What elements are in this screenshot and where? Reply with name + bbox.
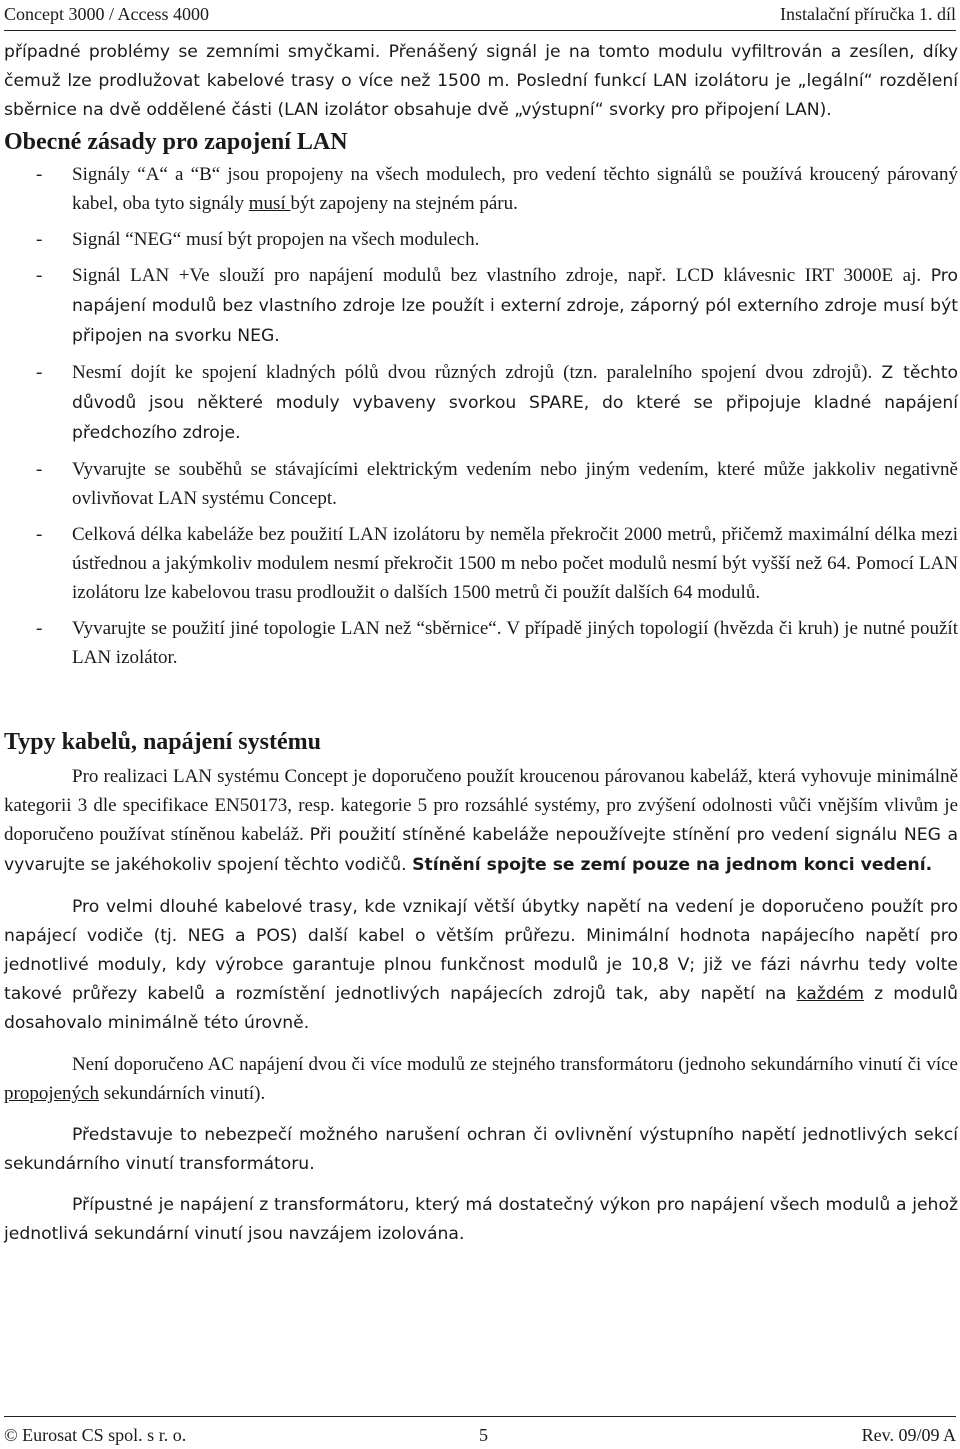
- list-item: [4, 160, 958, 218]
- list-item-text: Z těchto důvodů jsou některé moduly vybaveny svorkou SPARE, do které se připojuje kladné napájení předchozího zdroje.: [72, 363, 959, 443]
- list-item-text: Vyvarujte se souběhů se stávajícími elektrickým vedením nebo jiným vedením, které může jakkoliv negativně ovlivňovat LAN systému Concept.: [72, 459, 958, 509]
- list-item-text: Vyvarujte se použití jiné topologie LAN než “sběrnice“.: [72, 618, 507, 639]
- body-paragraph: [4, 1050, 958, 1108]
- paragraph-text: Pro realizaci LAN systému Concept je doporučeno použít kroucenou párovanou kabeláž, která vyhovuje minimálně kategorii 3 dle specifikace EN50173, resp. kategorie 5 pro rozsáhlé systémy, pro zvýšení odolnosti vůči vnějším vlivům je doporučeno používat stíněnou kabeláž.: [4, 766, 958, 845]
- underlined-word: propojených: [4, 1083, 99, 1104]
- emphasis-text: Stínění spojte se zemí pouze na jednom konci vedení.: [412, 855, 933, 875]
- list-item-text: Nesmí dojít ke spojení kladných pólů dvou různých zdrojů (tzn. paralelního spojení dvou zdrojů).: [72, 362, 882, 383]
- paragraph-text: sekundárních vinutí).: [98, 1083, 266, 1104]
- list-item: [4, 358, 958, 448]
- page-header: [4, 2, 956, 31]
- list-item-text: Signál “NEG“ musí být propojen na všech modulech.: [72, 229, 480, 250]
- body-paragraph: Představuje to nebezpečí možného narušení ochran či ovlivnění výstupního napětí jednotlivých sekcí sekundárního vinutí transformátoru.: [4, 1125, 958, 1174]
- list-bullet: -: [36, 229, 43, 250]
- underlined-word: musí: [248, 193, 291, 214]
- list-item-text: Signály “A“ a “B“ jsou propojeny na všech modulech, pro vedení těchto signálů se používá kroucený párovaný kabel, oba tyto signály: [72, 164, 958, 214]
- header-document-name: Instalační příručka 1. díl: [780, 4, 956, 24]
- intro-paragraph: případné problémy se zemními smyčkami. Přenášený signál je na tomto modulu vyfiltrován a zesílen, díky čemuž lze prodlužovat kabelové trasy o více než 1500 m. Poslední funkcí LAN izolátoru je „legální“ rozdělení sběrnice na dvě oddělené části (LAN izolátor obsahuje dvě „výstupní“ svorky pro připojení LAN).: [4, 42, 958, 120]
- header-title: Concept 3000 / Access 4000: [4, 4, 209, 24]
- body-paragraph: [4, 762, 958, 880]
- page-content: [4, 38, 958, 1261]
- list-item-text: být zapojeny na stejném páru.: [290, 193, 518, 214]
- paragraph-text: Při použití stíněné kabeláže nepoužívejte stínění pro vedení signálu NEG a vyvarujte se jakéhokoliv spojení těchto vodičů.: [4, 825, 958, 875]
- list-bullet: -: [36, 265, 43, 286]
- list-bullet: -: [36, 164, 43, 185]
- body-paragraph: [4, 893, 958, 1038]
- page-number: 5: [479, 1425, 488, 1445]
- list-item: [4, 225, 958, 254]
- list-item: [4, 261, 958, 351]
- list-item-text: V případě jiných topologií (hvězda či kruh) je nutné použít LAN izolátor.: [72, 618, 958, 668]
- underlined-word: každém: [796, 984, 864, 1004]
- paragraph-text: Není doporučeno AC napájení dvou či více modulů ze stejného transformátoru (jednoho sekundárního vinutí či více: [72, 1054, 958, 1075]
- list-bullet: -: [36, 524, 43, 545]
- guidelines-list: [4, 160, 958, 672]
- section-heading-typy: Typy kabelů, napájení systému: [4, 729, 321, 755]
- list-item-text: Signál LAN +Ve slouží pro napájení modulů bez vlastního zdroje, např. LCD klávesnic IRT 3000E aj.: [72, 265, 931, 286]
- footer-revision: Rev. 09/09 A: [861, 1425, 956, 1445]
- list-item-text: Celková délka kabeláže bez použití LAN izolátoru by neměla překročit 2000 metrů, přičemž maximální délka mezi ústřednou a jakýmkoliv modulem nesmí překročit 1500 m nebo počet modulů nesmí být vyšší než 64.: [72, 524, 958, 574]
- footer-copyright: © Eurosat CS spol. s r. o.: [4, 1425, 187, 1445]
- list-item: [4, 614, 958, 672]
- list-bullet: -: [36, 459, 43, 480]
- paragraph-text: Pro velmi dlouhé kabelové trasy, kde vznikají větší úbytky napětí na vedení je doporučeno použít pro napájecí vodiče (tj. NEG a POS) další kabel o větším průřezu. Minimální hodnota napájecího napětí pro jednotlivé moduly, kdy výrobce garantuje plnou funkčnost modulů je 10,8 V; již ve fázi návrhu tedy volte takové průřezy kabelů a rozmístění jednotlivých napájecích zdrojů tak, aby napětí na: [4, 897, 958, 1004]
- list-bullet: -: [36, 618, 43, 639]
- paragraph-text: z modulů dosahovalo minimálně této úrovně.: [4, 984, 958, 1033]
- page-footer: [4, 1416, 956, 1445]
- list-item-text: Pro napájení modulů bez vlastního zdroje lze použít i externí zdroje, záporný pól externího zdroje musí být připojen na svorku NEG.: [72, 266, 958, 346]
- list-item: [4, 455, 958, 513]
- list-bullet: -: [36, 362, 43, 383]
- body-paragraph: Přípustné je napájení z transformátoru, který má dostatečný výkon pro napájení všech modulů a jehož jednotlivá sekundární vinutí jsou navzájem izolována.: [4, 1195, 958, 1244]
- list-item: [4, 520, 958, 607]
- list-item-text: Pomocí LAN izolátoru lze kabelovou trasu prodloužit o dalších 1500 metrů či použít dalších 64 modulů.: [72, 553, 958, 603]
- section-heading-obecne: Obecné zásady pro zapojení LAN: [4, 129, 348, 155]
